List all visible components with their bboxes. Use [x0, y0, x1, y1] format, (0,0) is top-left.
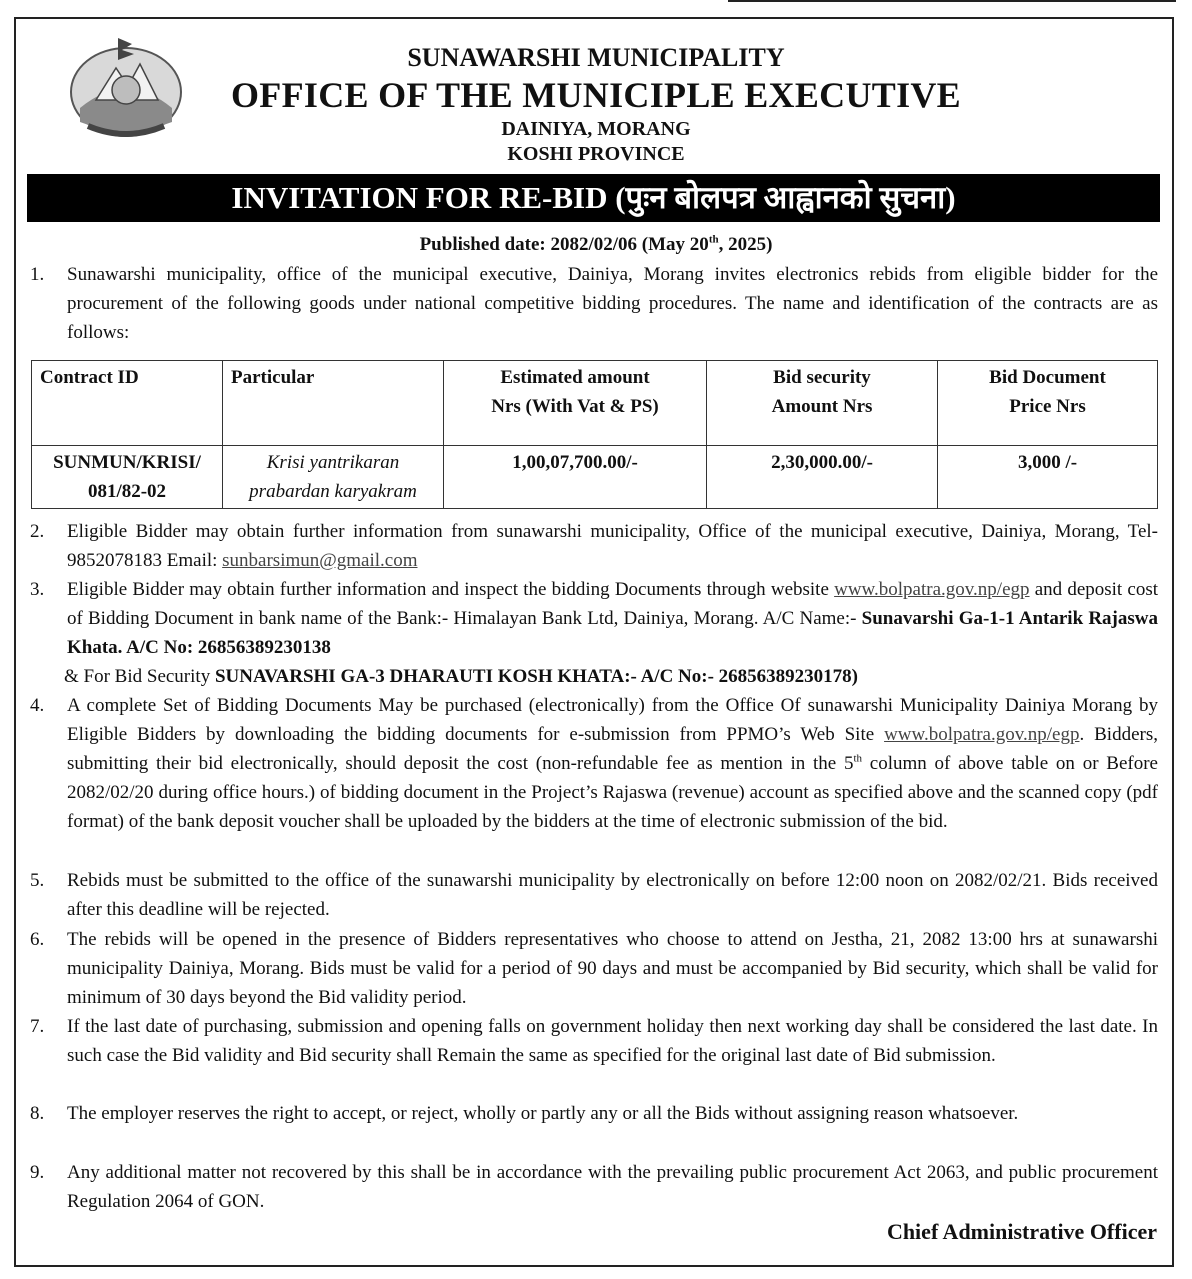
table-header-row [32, 361, 1158, 446]
clause-3 [30, 575, 1158, 691]
cell-contract-id: SUNMUN/KRISI/ 081/82-02 [32, 446, 223, 509]
clause-text: Rebids must be submitted to the office of the sunawarshi municipality by electronically on before 12:00 noon on 2082/02/21. Bids received after this deadline will be rejected. [67, 870, 1158, 920]
clause-number: 3. [30, 579, 45, 600]
clause-number: 4. [30, 695, 45, 716]
table-row [32, 446, 1158, 509]
cell-doc-price: 3,000 /- [938, 446, 1158, 509]
bid-security-account: & For Bid Security SUNAVARSHI GA-3 DHARAUTI KOSH KHATA:- A/C No:- 26856389230178) [64, 666, 859, 687]
clause-text: Eligible Bidder may obtain further information from sunawarshi municipality, Office of the municipal executive, Dainiya, Morang, Tel- 9852078183 Email: sunbarsimun@gmail.com [67, 521, 1158, 571]
municipality-name: SUNAWARSHI MUNICIPALITY [407, 43, 785, 72]
clause-number: 6. [30, 929, 45, 950]
clause-number: 5. [30, 870, 45, 891]
address-line-1: DAINIYA, MORANG [501, 118, 691, 140]
clause-number: 2. [30, 521, 45, 542]
cell-estimated-amount: 1,00,07,700.00/- [444, 446, 707, 509]
cell-bid-security: 2,30,000.00/- [707, 446, 938, 509]
clause-1 [30, 260, 1158, 347]
notice-banner: INVITATION FOR RE-BID (पुःन बोलपत्र आह्वानको सुचना) [27, 174, 1160, 222]
email-link[interactable]: sunbarsimun@gmail.com [222, 550, 418, 571]
bolpatra-link[interactable]: www.bolpatra.gov.np/egp [884, 724, 1080, 745]
address-line-2: KOSHI PROVINCE [507, 143, 685, 165]
clause-number: 7. [30, 1016, 45, 1037]
col-estimated-amount: Estimated amount Nrs (With Vat & PS) [444, 361, 707, 446]
clause-text: If the last date of purchasing, submission and opening falls on government holiday then next working day shall be considered the last date. In such case the Bid validity and Bid security shall Remain the same as specified for the original last date of Bid submission. [67, 1016, 1158, 1066]
cell-particular: Krisi yantrikaran prabardan karyakram [223, 446, 444, 509]
clause-text: Sunawarshi municipality, office of the municipal executive, Dainiya, Morang invites electronics rebids from eligible bidder for the procurement of the following goods under national competitive bidding procedures. The name and identification of the contracts are as follows: [67, 264, 1158, 343]
clause-text: Eligible Bidder may obtain further information and inspect the bidding Documents through website www.bolpatra.gov.np/egp and deposit cost of Bidding Document in bank name of the Bank:- Himalayan Bank Ltd, Dainiya, Morang. A/C Name:- Sunavarshi Ga-1-1 Antarik Rajaswa Khata. A/C No: 26856389230138 [67, 579, 1158, 658]
clause-5 [30, 866, 1158, 924]
clause-4 [30, 691, 1158, 836]
clause-number: 9. [30, 1162, 45, 1183]
contracts-table [31, 360, 1158, 509]
clause-number: 8. [30, 1103, 45, 1124]
col-bid-security: Bid security Amount Nrs [707, 361, 938, 446]
published-date: Published date: 2082/02/06 (May 20th, 2025) [419, 233, 773, 255]
col-particular: Particular [223, 361, 444, 446]
top-rule [728, 0, 1176, 2]
clause-number: 1. [30, 264, 45, 285]
account-details: Sunavarshi Ga-1-1 Antarik Rajaswa Khata. A/C No: 26856389230138 [67, 608, 1158, 658]
clause-text: A complete Set of Bidding Documents May be purchased (electronically) from the Office Of sunawarshi Municipality Dainiya Morang by Eligible Bidders by downloading the bidding documents for e-submission from PPMO’s Web Site www.bolpatra.gov.np/egp. Bidders, submitting their bid electronically, should deposit the cost (non-refundable fee as mention in the 5th column of above table on or Before 2082/02/20 during office hours.) of bidding document in the Project’s Rajaswa (revenue) account as specified above and the scanned copy (pdf format) of the bank deposit voucher shall be uploaded by the bidders at the time of electronic submission of the bid. [67, 695, 1158, 832]
office-title: OFFICE OF THE MUNICIPLE EXECUTIVE [231, 75, 961, 115]
bolpatra-link[interactable]: www.bolpatra.gov.np/egp [834, 579, 1030, 600]
clause-text: The employer reserves the right to accept, or reject, wholly or partly any or all the Bids without assigning reason whatsoever. [67, 1103, 1019, 1124]
col-doc-price: Bid Document Price Nrs [938, 361, 1158, 446]
clause-2 [30, 517, 1158, 575]
clause-8 [30, 1099, 1158, 1128]
clause-6 [30, 925, 1158, 1012]
clause-7 [30, 1012, 1158, 1070]
clause-text: Any additional matter not recovered by this shall be in accordance with the prevailing public procurement Act 2063, and public procurement Regulation 2064 of GON. [67, 1162, 1158, 1212]
signature-title: Chief Administrative Officer [886, 1219, 1157, 1244]
clause-text: The rebids will be opened in the presence of Bidders representatives who choose to attend on Jestha, 21, 2082 13:00 hrs at sunawarshi municipality Dainiya, Morang. Bids must be valid for a period of 90 days and must be accompanied by Bid security, which shall be valid for minimum of 30 days beyond the Bid validity period. [67, 929, 1158, 1008]
col-contract-id: Contract ID [32, 361, 223, 446]
clause-9 [30, 1158, 1158, 1216]
